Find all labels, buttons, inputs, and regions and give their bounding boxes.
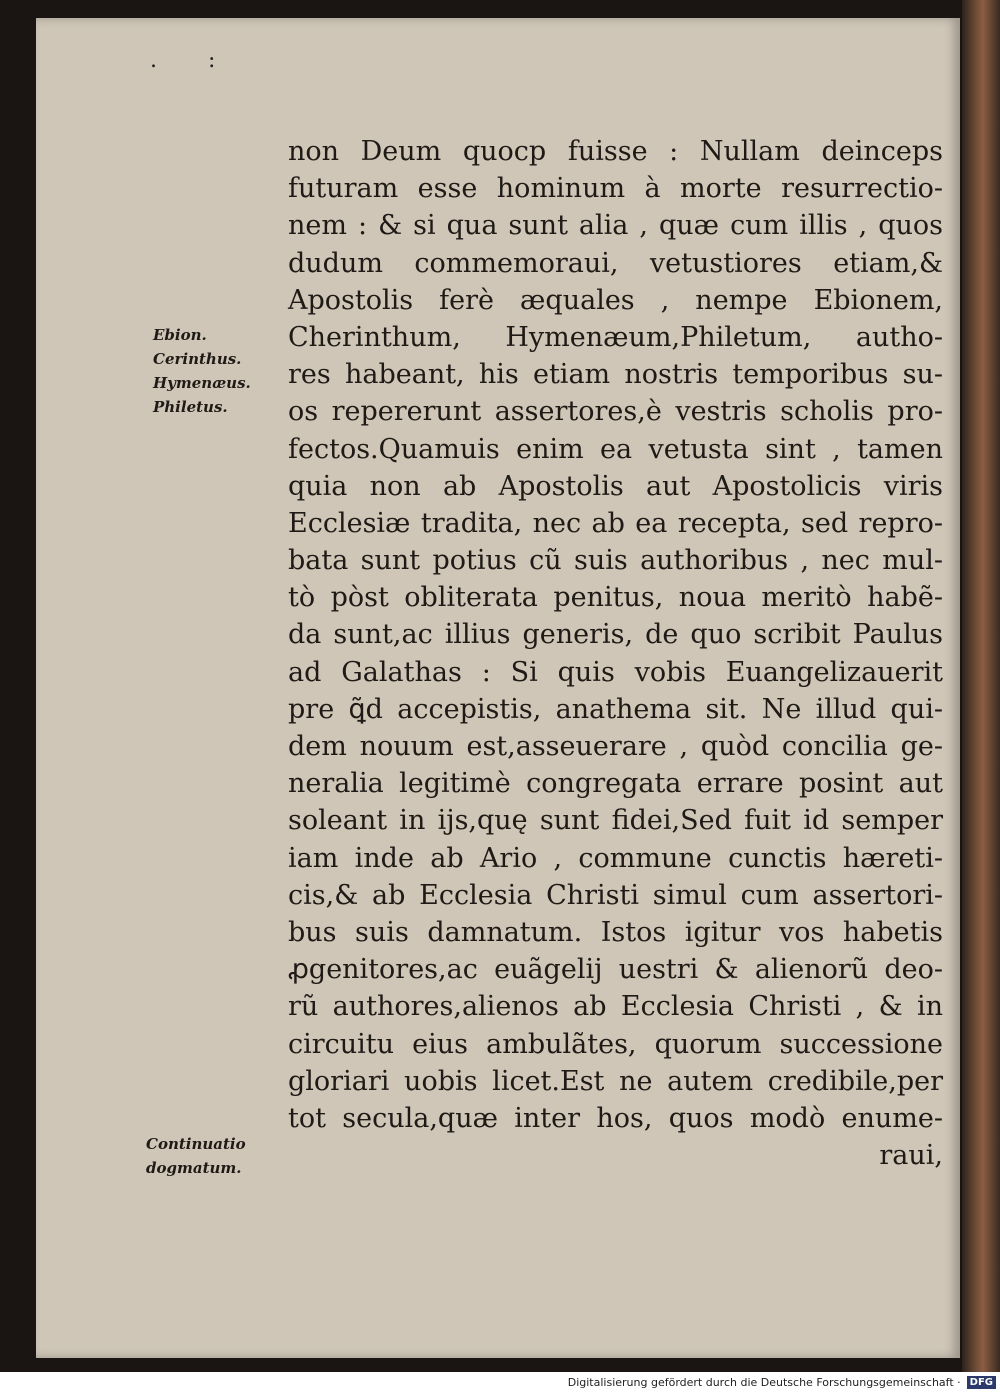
text-line: circuitu eius ambulãtes, quorum successione <box>288 1028 943 1060</box>
text-line: futuram esse hominum à morte resurrectio- <box>288 173 943 205</box>
main-text <box>288 133 943 1174</box>
text-line: iam inde ab Ario , commune cunctis hæreti- <box>288 842 943 874</box>
margin-note-line: Continuatio <box>146 1135 246 1153</box>
text-line: Apostolis ferè æquales , nempe Ebionem, <box>288 284 943 316</box>
margin-note-names <box>153 323 251 419</box>
text-line: ad Galathas : Si quis vobis Euangelizauerit <box>288 656 943 688</box>
text-line: soleant in ijs,quę sunt fidei,Sed fuit id semper <box>288 805 943 837</box>
footer-credit: Digitalisierung gefördert durch die Deutsche Forschungsgemeinschaft · <box>567 1375 961 1389</box>
text-line: os repererunt assertores,è vestris scholis pro- <box>288 396 943 428</box>
book-spine <box>962 0 1000 1372</box>
text-line: dem nouum est,asseuerare , quòd concilia ge- <box>288 731 943 762</box>
text-line: neralia legitimè congregata errare posint aut <box>288 768 943 800</box>
margin-note-line: Ebion. <box>153 326 207 344</box>
margin-note-continuatio <box>146 1132 246 1180</box>
text-line: non Deum quocp fuisse : Nullam deinceps <box>288 136 943 167</box>
text-line: bus suis damnatum. Istos igitur vos habetis <box>288 916 943 948</box>
text-line: tò pòst obliterata penitus, noua meritò habẽ- <box>288 582 943 614</box>
text-line: ꝓgenitores,ac euãgelij uestri & alienorũ deo- <box>288 954 943 986</box>
text-line: bata sunt potius cũ suis authoribus , nec mul- <box>288 545 943 577</box>
margin-note-line: dogmatum. <box>146 1159 242 1177</box>
text-line: res habeant, his etiam nostris temporibus su- <box>288 359 943 391</box>
text-line: cis,& ab Ecclesia Christi simul cum assertori- <box>288 879 943 911</box>
margin-note-line: Hymenæus. <box>153 374 251 392</box>
text-line: da sunt,ac illius generis, de quo scribit Paulus <box>288 619 943 651</box>
text-line: rũ authores,alienos ab Ecclesia Christi , & in <box>288 991 943 1023</box>
text-line: pre ꝗ̃d accepistis, anathema sit. Ne illud qui- <box>288 693 943 725</box>
text-line: quia non ab Apostolis aut Apostolicis viris <box>288 470 943 502</box>
text-line: tot secula,quæ inter hos, quos modò enume- <box>288 1102 943 1134</box>
text-line: fectos.Quamuis enim ea vetusta sint , tamen <box>288 433 943 465</box>
text-line: gloriari uobis licet.Est ne autem credibile,per <box>288 1065 943 1097</box>
text-line: Cherinthum, Hymenæum,Philetum, autho- <box>288 321 943 353</box>
dfg-logo: DFG <box>967 1376 996 1389</box>
text-line: Ecclesiæ tradita, nec ab ea recepta, sed repro- <box>288 507 943 539</box>
text-line: raui, <box>879 1140 943 1172</box>
margin-note-line: Philetus. <box>153 398 228 416</box>
margin-note-line: Cerinthus. <box>153 350 242 368</box>
footer-bar <box>0 1372 1000 1392</box>
top-marks: . : <box>150 48 238 73</box>
text-line: nem : & si qua sunt alia , quæ cum illis , quos <box>288 210 943 242</box>
text-line: dudum commemoraui, vetustiores etiam,& <box>288 247 943 279</box>
